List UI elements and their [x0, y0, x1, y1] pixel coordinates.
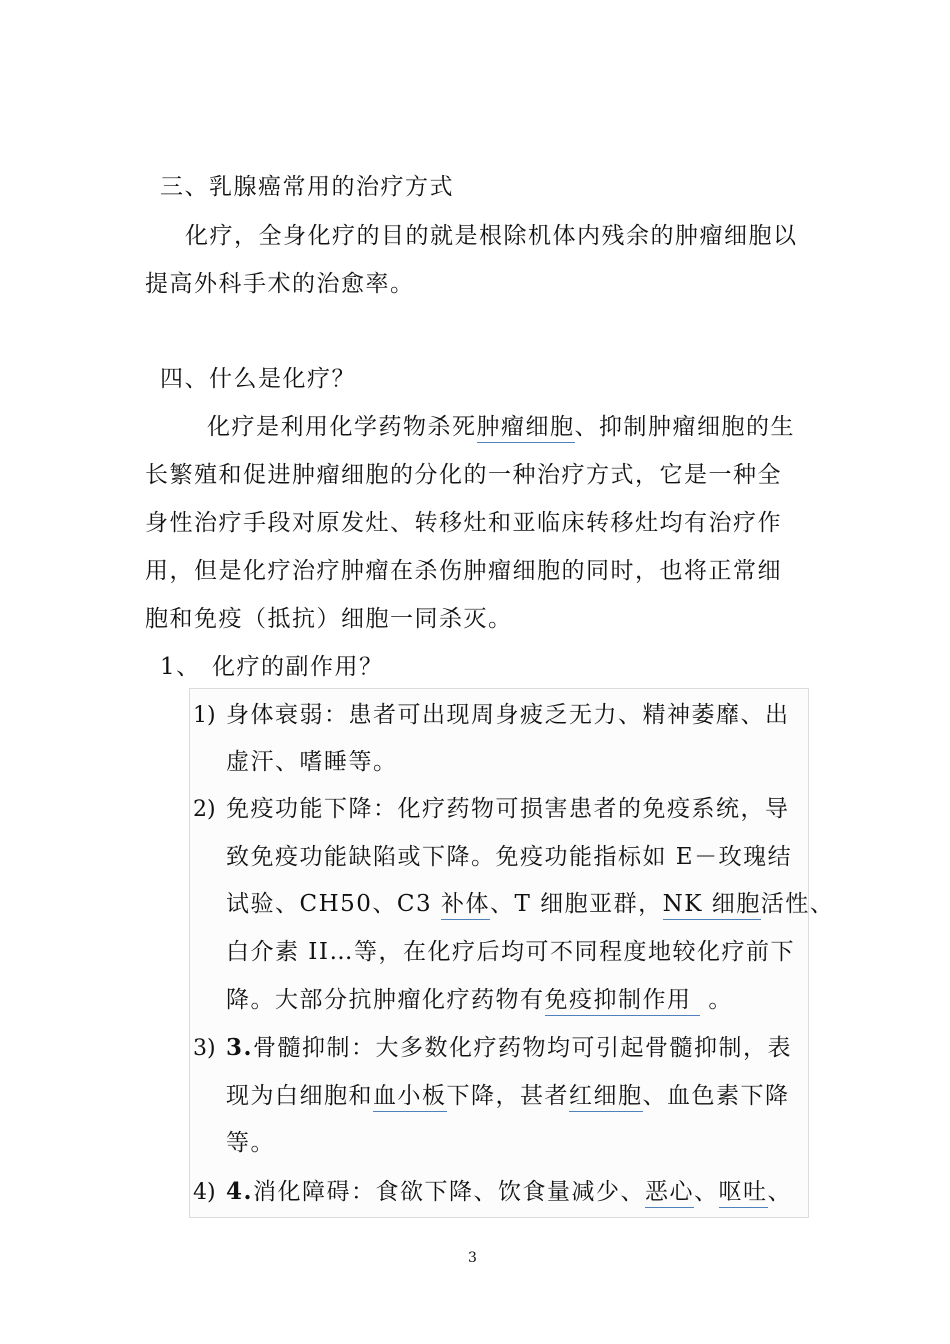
text: 骨髓抑制：大多数化疗药物均可引起骨髓抑制，表: [253, 1035, 793, 1061]
subsection-number: 1、: [160, 654, 201, 680]
immunosuppression-link[interactable]: 免疫抑制作用: [545, 987, 701, 1016]
platelet-link[interactable]: 血小板: [373, 1083, 447, 1112]
text: 活性、: [760, 891, 835, 917]
text: 降。大部分抗肿瘤化疗药物有: [226, 987, 545, 1013]
item3-line3: 等。: [226, 1130, 275, 1156]
red-blood-cell-link[interactable]: 红细胞: [569, 1083, 643, 1112]
nausea-link[interactable]: 恶心: [645, 1179, 694, 1208]
item2-line3: [226, 889, 834, 919]
item3-line1: [226, 1033, 792, 1063]
text: 下降，甚者: [446, 1083, 569, 1109]
list-number: 3): [193, 1036, 216, 1061]
list-number: 4): [193, 1180, 216, 1205]
bold-number: 4.: [226, 1178, 254, 1205]
text: 试验、CH50、C3: [226, 891, 441, 917]
tumor-cell-link[interactable]: 肿瘤细胞: [477, 414, 575, 443]
section3-heading: 三、乳腺癌常用的治疗方式: [160, 174, 454, 200]
section4-para-line5: 胞和免疫（抵抗）细胞一同杀灭。: [145, 606, 513, 632]
section4-para-line3: 身性治疗手段对原发灶、转移灶和亚临床转移灶均有治疗作: [145, 510, 782, 536]
section4-heading: 四、什么是化疗？: [160, 366, 356, 392]
item1-line2: 虚汗、嗜睡等。: [226, 749, 398, 775]
item4-line1: [226, 1177, 792, 1207]
item3-line2: [226, 1081, 790, 1111]
complement-link[interactable]: 补体: [441, 891, 490, 920]
text: 、T 细胞亚群，: [489, 891, 663, 917]
list-number: 1): [193, 703, 216, 728]
text: 、: [694, 1179, 719, 1205]
text: 、: [767, 1179, 793, 1205]
subsection-title: 化疗的副作用？: [212, 654, 384, 680]
list-number: 2): [193, 797, 216, 822]
text: 化疗是利用化学药物杀死: [207, 414, 477, 440]
item2-line4: 白介素 II…等，在化疗后均可不同程度地较化疗前下: [226, 939, 795, 965]
section3-text-line1: 化疗，全身化疗的目的就是根除机体内残余的肿瘤细胞以: [185, 223, 798, 249]
text: 、血色素下降: [642, 1083, 790, 1109]
page-number: 3: [468, 1250, 477, 1266]
section3-text-line2: 提高外科手术的治愈率。: [145, 271, 415, 297]
text: 。: [708, 987, 733, 1013]
section4-para-line1: [207, 412, 795, 442]
section4-para-line4: 用，但是化疗治疗肿瘤在杀伤肿瘤细胞的同时，也将正常细: [145, 558, 782, 584]
nk-cell-link[interactable]: NK 细胞: [663, 891, 761, 920]
item2-line2: 致免疫功能缺陷或下降。免疫功能指标如 E－玫瑰结: [226, 844, 793, 870]
text: 消化障碍：食欲下降、饮食量减少、: [253, 1179, 646, 1205]
vomiting-link[interactable]: 呕吐: [719, 1179, 768, 1208]
item1-line1: 身体衰弱：患者可出现周身疲乏无力、精神萎靡、出: [226, 702, 790, 728]
section4-para-line2: 长繁殖和促进肿瘤细胞的分化的一种治疗方式，它是一种全: [145, 462, 782, 488]
item2-line5: [226, 985, 733, 1015]
text: 、抑制肿瘤细胞的生: [574, 414, 795, 440]
item2-line1: 免疫功能下降：化疗药物可损害患者的免疫系统，导: [226, 796, 790, 822]
bold-number: 3.: [226, 1034, 254, 1061]
text: 现为白细胞和: [226, 1083, 373, 1109]
